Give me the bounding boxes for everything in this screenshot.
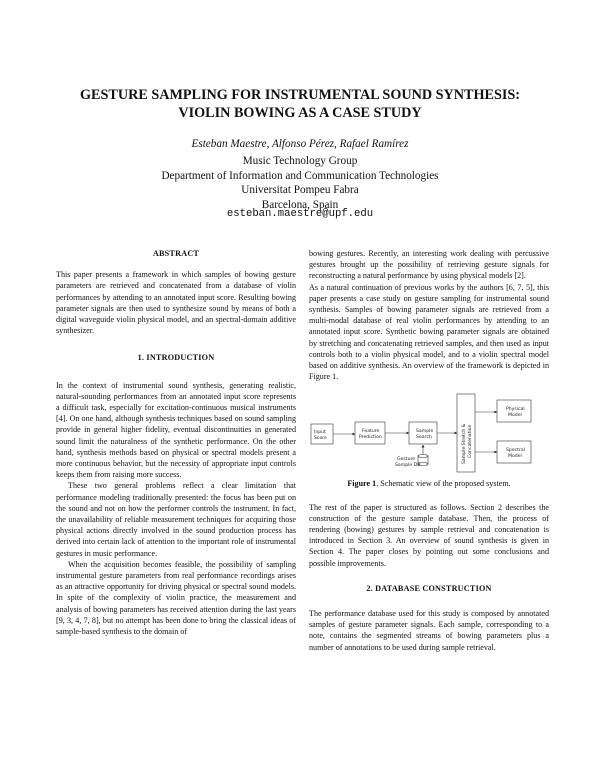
sample-search-box xyxy=(409,422,437,444)
authors: Esteban Maestre, Alfonso Pérez, Rafael Ramírez xyxy=(191,138,409,150)
title-line-1: GESTURE SAMPLING FOR INSTRUMENTAL SOUND SYNTHESIS: xyxy=(79,87,521,103)
right-paragraph-1: bowing gestures. Recently, an interesting work dealing with percussive gestures brought up the possibility of retrieving gesture signals for reconstructing a natural performance by using physical models [2]. xyxy=(309,249,549,281)
paper-title xyxy=(40,86,560,122)
right-paragraph-2: As a natural continuation of previous works by the authors [6, 7, 5], this paper presents a case study on gesture sampling for instrumental sound synthesis. Samples of bowing parameter signals are retrieved from a multi-modal database of real violin performances by attending to an annotated input score. Synthetic bowing parameter signals are obtained by stretching and concatenating retrieved samples, and then used as input controls both to a violin physical model, and to a violin spectral model based on additive synthesis. An overview of the framework is depicted in Figure 1. xyxy=(309,282,549,382)
input-score-label-2: Score xyxy=(314,436,327,442)
intro-heading: 1. INTRODUCTION xyxy=(137,353,215,363)
physical-label-1: Physical xyxy=(506,407,525,413)
figure-caption-label: Figure 1 xyxy=(347,479,377,489)
right-column xyxy=(309,248,549,653)
stretch-concatenation-box xyxy=(457,394,475,472)
input-score-label-1: Input xyxy=(314,430,326,436)
input-score-box xyxy=(311,424,333,444)
affiliation-department: Department of Information and Communication Technologies xyxy=(161,169,439,182)
sample-search-label-2: Search xyxy=(416,435,432,441)
physical-model-box xyxy=(497,400,531,422)
db-label-2: Sample DB xyxy=(395,463,421,469)
intro-paragraph-2: These two general problems reflect a clear limitation that performance modeling traditionally presented: the focus has been put on the sound and not on how the performer controls the instrument. In fact, the unavailability of reliable measurement techniques for acquiring those physical actions directly involved in the sound production process has derived into certain lack of attention to the important role of instrumental gestures in music performance. xyxy=(56,481,296,558)
intro-paragraph-1: In the context of instrumental sound synthesis, generating realistic, natural-sounding performances from an annotated input score represents a difficult task, especially for excitation-continuous musical instruments [4]. On one hand, although synthesis techniques based on sound sampling provide in general higher fidelity, eventual discontinuities in generated sound limit the naturalness of the synthetic performance. On the other hand, synthesis methods based on physical or spectral models present a more continuous behavior, but the necessity of appropriate input controls keeps them from raising more success. xyxy=(56,380,296,480)
section2-heading: 2. DATABASE CONSTRUCTION xyxy=(366,583,492,593)
physical-label-2: Model xyxy=(508,413,522,419)
right-paragraph-3: The rest of the paper is structured as follows. Section 2 describes the construction of the gesture sample database. Then, the process of rendering (bowing) gestures by sample retrieval and concatenation is introduced in Section 3. An overview of sound synthesis is given in Section 4. The paper closes by pointing out some conclusions and possible improvements. xyxy=(309,502,549,568)
feature-prediction-box xyxy=(355,422,385,444)
spectral-label-1: Spectral xyxy=(506,448,525,454)
affiliation xyxy=(40,154,560,212)
system-diagram xyxy=(309,392,549,478)
intro-paragraph-3: When the acquisition becomes feasible, the possibility of sampling instrumental gesture parameters from real performance recordings arises as an attractive opportunity for driving physical or spectral sound models. In spite of the complexity of violin practice, the measurement and analysis of bowing parameters has received attention during the last years [9, 3, 4, 7, 8], but no attempt has been done to bring the classical ideas of sample-based synthesis to the domain of xyxy=(56,559,296,637)
db-label-1: Gesture xyxy=(397,457,416,463)
abstract-text: This paper presents a framework in which samples of bowing gesture parameters are retrieved and concatenated from a database of violin performances by attending to an annotated input score. Resulting bowing parameter signals are then used to synthesize sound by means of both a digital waveguide violin physical model, and an spectral-domain additive synthesizer. xyxy=(56,270,296,336)
feature-label-1: Feature xyxy=(362,429,380,435)
feature-label-2: Prediction xyxy=(359,435,382,441)
right-paragraph-4: The performance database used for this study is composed by annotated samples of gesture parameter signals. Each sample, corresponding to a note, contains the segmented streams of bowing parameters plus a number of annotations to be used during sample retrieval. xyxy=(309,609,549,652)
sample-search-label-1: Sample xyxy=(416,429,434,435)
abstract-heading: ABSTRACT xyxy=(152,249,200,258)
stretch-label-1: Sample Stretch & xyxy=(462,424,467,465)
affiliation-city: Barcelona, Spain xyxy=(261,198,339,211)
affiliation-university: Universitat Pompeu Fabra xyxy=(241,184,359,196)
spectral-model-box xyxy=(497,441,531,463)
affiliation-group: Music Technology Group xyxy=(242,155,358,167)
title-line-2: VIOLIN BOWING AS A CASE STUDY xyxy=(178,105,422,121)
stretch-label-2: Concatenation xyxy=(468,425,473,459)
figure-1 xyxy=(309,392,549,478)
spectral-label-2: Model xyxy=(508,454,522,460)
left-column xyxy=(56,248,296,637)
author-email: esteban.maestre@upf.edu xyxy=(226,208,374,220)
figure-caption-text: . Schematic view of the proposed system. xyxy=(376,479,511,489)
figure-caption xyxy=(309,478,549,489)
database-cylinder xyxy=(395,455,428,469)
